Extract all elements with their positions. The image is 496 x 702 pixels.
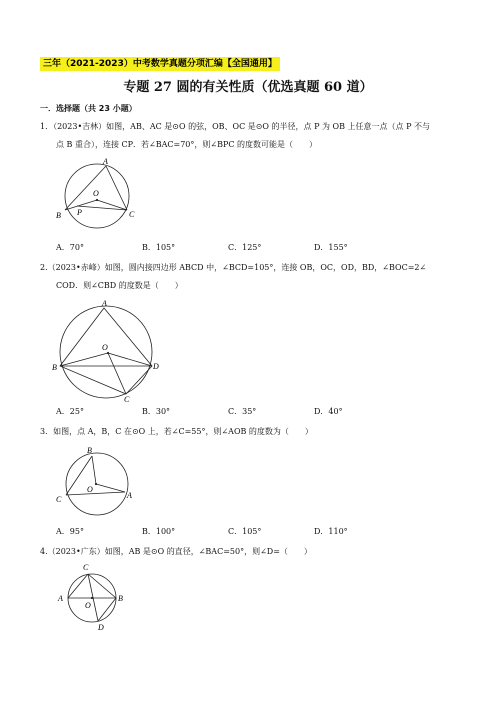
center-point <box>95 483 97 485</box>
center-point <box>91 597 93 599</box>
label-p: P <box>77 208 82 217</box>
label-c: C <box>129 210 135 219</box>
question-3-option-a: A．95° <box>56 527 84 536</box>
question-1-figure <box>52 158 152 234</box>
radius-ob <box>60 353 108 366</box>
question-2-text-line-1: 2.（2023•赤峰）如图，圆内接四边形 ABCD 中，∠BCD=105°，连接 OB，OC，OD，BD，∠BOC=2∠ <box>40 263 427 272</box>
radius-ob <box>92 456 96 484</box>
question-3-option-c: C．105° <box>228 527 262 536</box>
question-1-option-d: D．155° <box>314 243 348 252</box>
question-4-figure <box>52 560 132 632</box>
center-point <box>96 199 98 201</box>
label-b: B <box>118 594 123 603</box>
page-title: 专题 27 圆的有关性质（优选真题 60 道） <box>123 80 373 95</box>
circle <box>60 306 152 398</box>
question-2-option-c: C．35° <box>228 407 257 416</box>
question-3-figure <box>52 442 144 518</box>
radius-oa <box>96 484 125 492</box>
radius-od <box>108 353 152 366</box>
question-1-option-a: A．70° <box>56 243 84 252</box>
label-b: B <box>87 446 92 455</box>
label-a: A <box>102 299 107 308</box>
label-c: C <box>56 495 62 504</box>
center-point <box>107 352 109 354</box>
label-b: B <box>52 363 57 372</box>
question-2-option-d: D．40° <box>314 407 343 416</box>
label-d: D <box>153 362 159 371</box>
label-d: D <box>98 623 104 632</box>
label-a: A <box>58 594 63 603</box>
chord-ca <box>66 492 125 495</box>
label-o: O <box>102 343 108 352</box>
question-4-text-line-1: 4.（2023•广东）如图，AB 是⊙O 的直径，∠BAC=50°，则∠D=（ ） <box>40 547 312 556</box>
section-heading: 一．选择题（共 23 小题） <box>40 104 137 113</box>
label-a: A <box>127 491 132 500</box>
chord-ac <box>106 166 127 210</box>
label-o: O <box>85 601 91 610</box>
question-2-text-line-2: COD．则∠CBD 的度数是（ ） <box>56 281 183 290</box>
label-c: C <box>83 563 89 572</box>
question-1-text-line-1: 1．（2023•吉林）如图，AB、AC 是⊙O 的弦，OB、OC 是⊙O 的半径，点 P 为 OB 上任意一点（点 P 不与 <box>40 122 430 131</box>
label-a: A <box>103 158 108 166</box>
label-o: O <box>93 189 99 198</box>
question-1-option-c: C．125° <box>228 243 262 252</box>
label-c: C <box>124 395 130 402</box>
question-2-option-a: A．25° <box>56 407 84 416</box>
question-2-option-b: B．30° <box>142 407 171 416</box>
question-3-option-d: D．110° <box>314 527 348 536</box>
question-3-option-b: B．100° <box>142 527 176 536</box>
label-o: O <box>87 485 93 494</box>
question-1-option-b: B．105° <box>142 243 176 252</box>
question-1-text-line-2: 点 B 重合），连接 CP．若∠BAC=70°，则∠BPC 的度数可能是（ ） <box>56 140 318 149</box>
label-b: B <box>56 211 61 220</box>
question-2-figure <box>52 298 162 402</box>
segment-cp <box>77 206 127 210</box>
question-3-text-line-1: 3．如图，点 A，B，C 在⊙O 上，若∠C=55°，则∠AOB 的度数为（ ） <box>40 427 313 436</box>
series-banner: 三年（2021-2023）中考数学真题分项汇编【全国通用】 <box>40 57 280 71</box>
